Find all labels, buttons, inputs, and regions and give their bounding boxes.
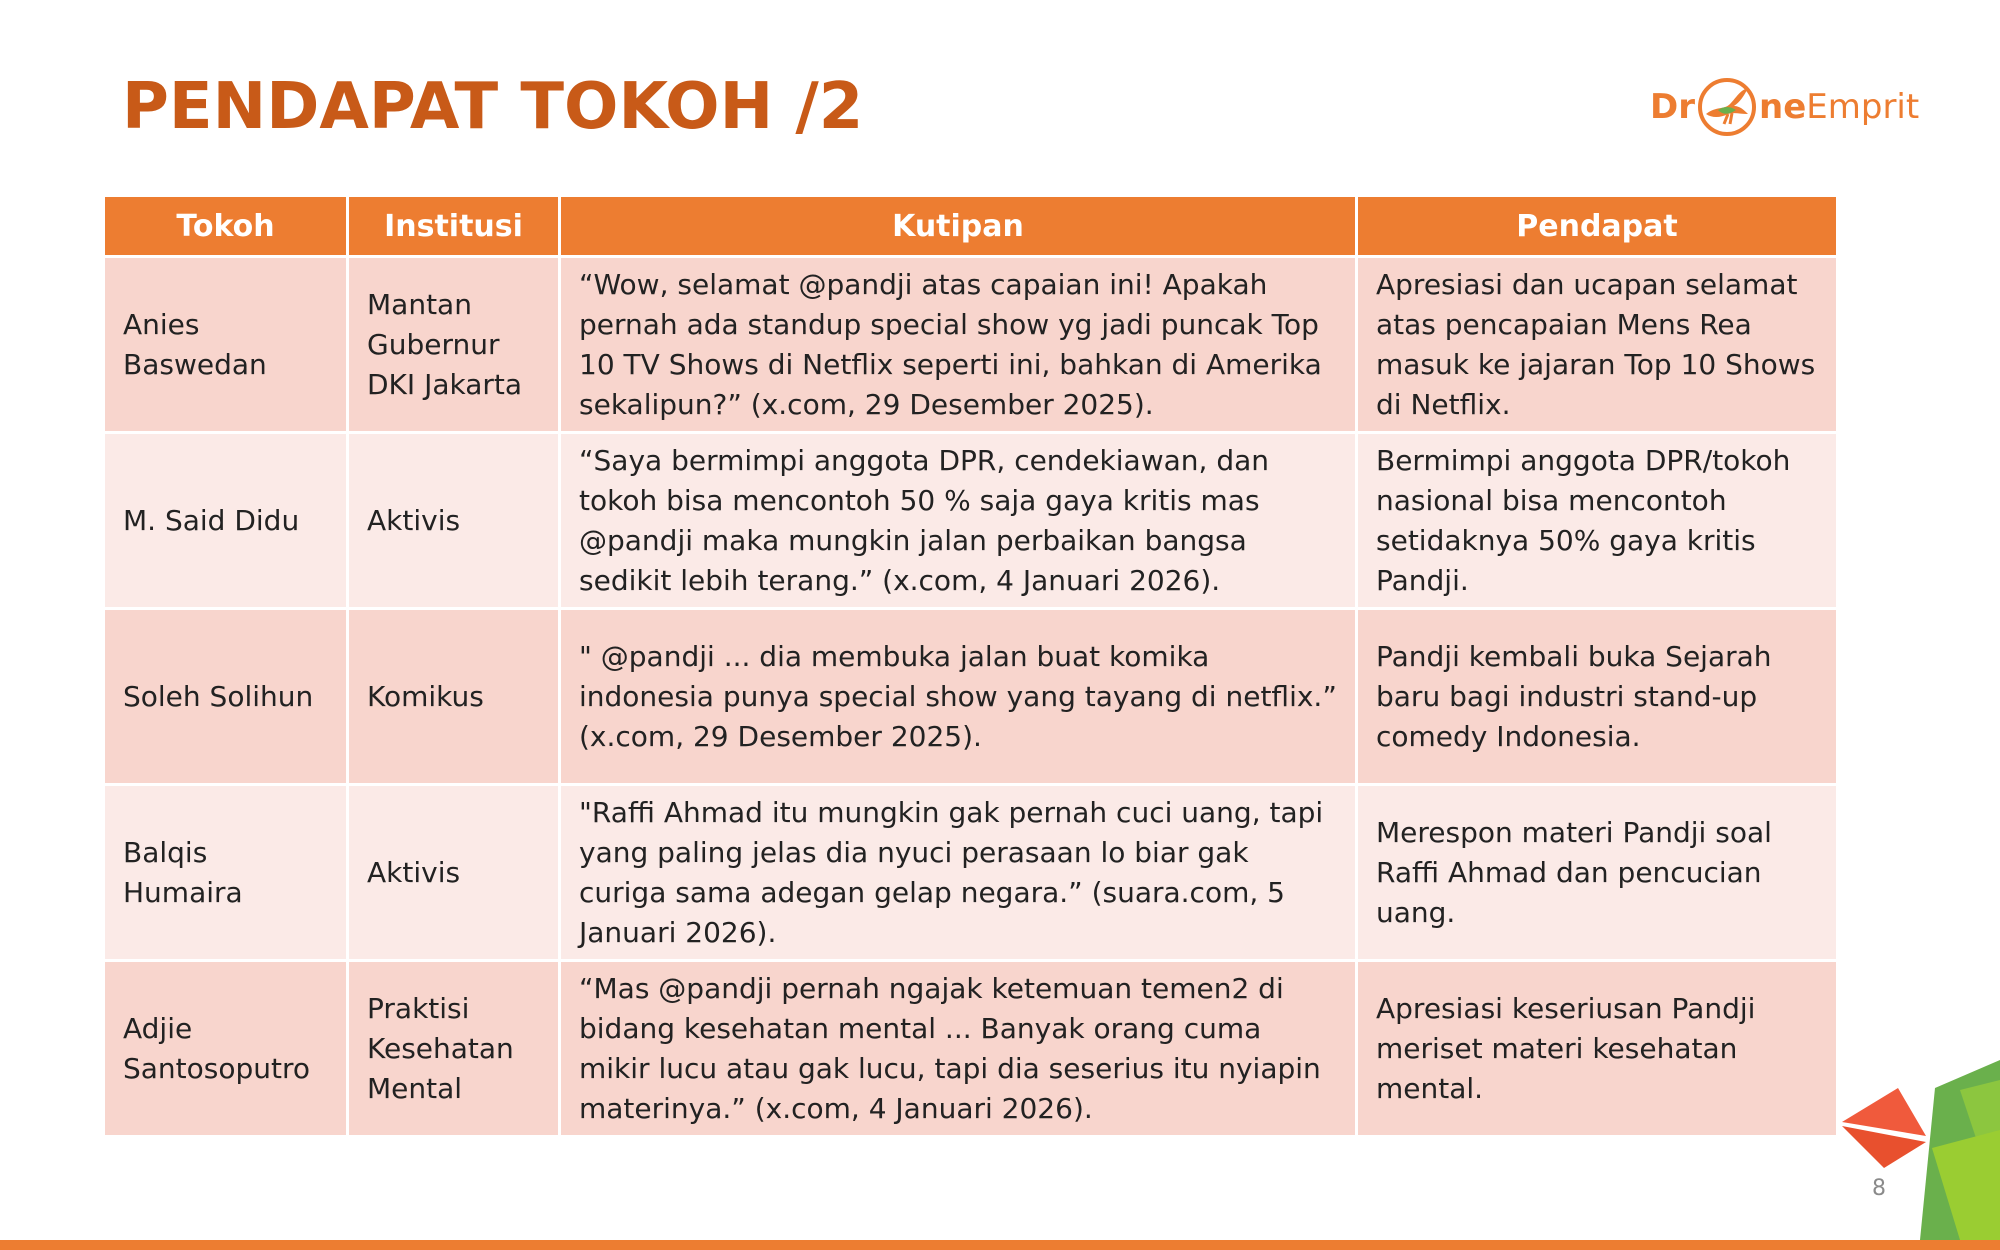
- cell-pendapat: Apresiasi dan ucapan selamat atas pencapaian Mens Rea masuk ke jajaran Top 10 Shows di Netflix.: [1357, 257, 1838, 433]
- column-header-institusi: Institusi: [348, 196, 560, 257]
- cell-tokoh: M. Said Didu: [104, 433, 348, 609]
- table-row: [104, 961, 1838, 1137]
- page-number: 8: [1872, 1176, 1886, 1201]
- cell-institusi: Komikus: [348, 609, 560, 785]
- cell-institusi: Mantan Gubernur DKI Jakarta: [348, 257, 560, 433]
- column-header-kutipan: Kutipan: [560, 196, 1357, 257]
- cell-tokoh: Soleh Solihun: [104, 609, 348, 785]
- column-header-tokoh: Tokoh: [104, 196, 348, 257]
- cell-pendapat: Merespon materi Pandji soal Raffi Ahmad dan pencucian uang.: [1357, 785, 1838, 961]
- cell-kutipan: "Raffi Ahmad itu mungkin gak pernah cuci uang, tapi yang paling jelas dia nyuci perasaan lo biar gak curiga sama adegan gelap negara.” (suara.com, 5 Januari 2026).: [560, 785, 1357, 961]
- table-row: [104, 257, 1838, 433]
- opinion-table: [102, 194, 1839, 1138]
- decorative-corner-shapes: [1840, 1050, 2000, 1240]
- cell-institusi: Aktivis: [348, 785, 560, 961]
- table-row: [104, 433, 1838, 609]
- cell-kutipan: “Wow, selamat @pandji atas capaian ini! Apakah pernah ada standup special show yg jadi puncak Top 10 TV Shows di Netflix seperti ini, bahkan di Amerika sekalipun?” (x.com, 29 Desember 2025).: [560, 257, 1357, 433]
- cell-tokoh: Balqis Humaira: [104, 785, 348, 961]
- drone-emprit-logo: [1650, 72, 1919, 142]
- logo-text-dr: Dr: [1650, 87, 1695, 127]
- cell-kutipan: “Mas @pandji pernah ngajak ketemuan temen2 di bidang kesehatan mental ... Banyak orang cuma mikir lucu atau gak lucu, tapi dia seserius itu nyiapin materinya.” (x.com, 4 Januari 2026).: [560, 961, 1357, 1137]
- cell-tokoh: Anies Baswedan: [104, 257, 348, 433]
- cell-pendapat: Apresiasi keseriusan Pandji meriset materi kesehatan mental.: [1357, 961, 1838, 1137]
- cell-pendapat: Bermimpi anggota DPR/tokoh nasional bisa mencontoh setidaknya 50% gaya kritis Pandji.: [1357, 433, 1838, 609]
- logo-text-ne: ne: [1759, 87, 1807, 127]
- slide-title: PENDAPAT TOKOH /2: [122, 70, 864, 144]
- logo-text-emprit: Emprit: [1806, 87, 1920, 127]
- cell-institusi: Aktivis: [348, 433, 560, 609]
- table-row: [104, 609, 1838, 785]
- bottom-accent-bar: [0, 1240, 2000, 1250]
- table-row: [104, 785, 1838, 961]
- cell-pendapat: Pandji kembali buka Sejarah baru bagi industri stand-up comedy Indonesia.: [1357, 609, 1838, 785]
- cell-kutipan: " @pandji ... dia membuka jalan buat komika indonesia punya special show yang tayang di netflix.” (x.com, 29 Desember 2025).: [560, 609, 1357, 785]
- column-header-pendapat: Pendapat: [1357, 196, 1838, 257]
- bird-in-circle-icon: [1696, 76, 1758, 138]
- table-header-row: [104, 196, 1838, 257]
- cell-institusi: Praktisi Kesehatan Mental: [348, 961, 560, 1137]
- cell-tokoh: Adjie Santosoputro: [104, 961, 348, 1137]
- cell-kutipan: “Saya bermimpi anggota DPR, cendekiawan, dan tokoh bisa mencontoh 50 % saja gaya kritis mas @pandji maka mungkin jalan perbaikan bangsa sedikit lebih terang.” (x.com, 4 Januari 2026).: [560, 433, 1357, 609]
